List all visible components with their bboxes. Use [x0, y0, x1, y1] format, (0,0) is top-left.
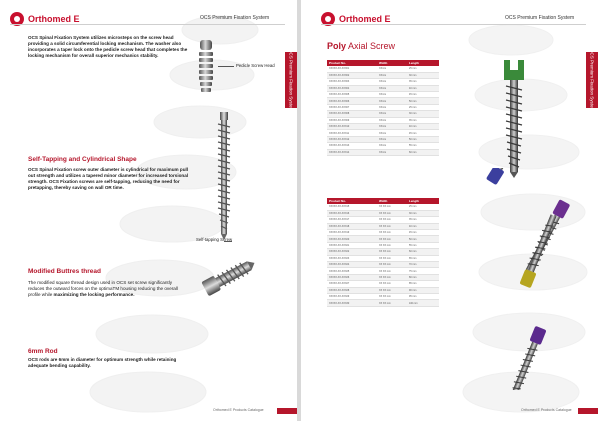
intro-paragraph: OCS Spinal Fixation System utilizes microsteps on the screw head providing a solid circumferential locking mechanism. The washer also incorporates a taper lock onto the pedicle screw head that completes the locking mechanism for overall superior mechanics stability.: [28, 35, 188, 59]
length-cell: 50 mm: [407, 236, 439, 242]
product-number-cell: XXXXX-XX-XXX03: [327, 79, 377, 85]
product-number-cell: XXXXX-XX-XXX11: [327, 130, 377, 136]
product-number-cell: XXXXX-XX-XXX29: [327, 293, 377, 299]
side-tab: OCS Premium Fixation System: [285, 52, 297, 108]
length-cell: 40 mm: [407, 85, 439, 91]
length-cell: 30 mm: [407, 111, 439, 117]
product-number-cell: XXXXX-XX-XXX04: [327, 85, 377, 91]
header-divider: [10, 24, 285, 25]
width-cell: XX XX mm: [377, 274, 407, 280]
product-number-cell: XXXXX-XX-XXX24: [327, 262, 377, 268]
length-cell: 80 mm: [407, 274, 439, 280]
self-tapping-screw-image: [215, 112, 233, 240]
column-header: Length: [407, 60, 439, 66]
length-cell: 40 mm: [407, 124, 439, 130]
side-tab: OCS Premium Fixation System: [586, 52, 598, 108]
length-cell: 45 mm: [407, 130, 439, 136]
length-cell: 45 mm: [407, 230, 439, 236]
rod-heading: 6mm Rod: [28, 348, 58, 355]
header-divider: [321, 24, 586, 25]
footer-accent-bar: [277, 408, 297, 414]
length-cell: 75 mm: [407, 268, 439, 274]
column-header: Product No.: [327, 198, 377, 204]
buttress-thread-emphasis: maximizing the locking performance.: [53, 292, 135, 298]
brand-name: Orthomed E: [28, 14, 80, 24]
header-title: OCS Premium Fixation System: [200, 15, 270, 21]
product-number-cell: XXXXX-XX-XXX13: [327, 143, 377, 149]
length-cell: 25 mm: [407, 66, 439, 72]
width-cell: XXmm: [377, 92, 407, 98]
product-number-cell: XXXXX-XX-XXX01: [327, 66, 377, 72]
buttress-thread-paragraph: [28, 280, 183, 298]
width-cell: XXmm: [377, 98, 407, 104]
width-cell: XX XX mm: [377, 223, 407, 229]
poly-axial-screw-violet: [508, 326, 547, 390]
width-cell: XX XX mm: [377, 242, 407, 248]
width-cell: XX XX mm: [377, 268, 407, 274]
table-row: [327, 300, 439, 306]
column-header: Width: [377, 198, 407, 204]
width-cell: XXmm: [377, 136, 407, 142]
product-number-cell: XXXXX-XX-XXX14: [327, 149, 377, 155]
width-cell: XX XX mm: [377, 230, 407, 236]
self-tapping-paragraph: OCS Spinal Fixation screw outer diameter is cylindrical for maximum pull out strength and utilizes a tapered minor diameter for increased torsional strength. OCS Fixation screws are self-tapping, reducing the need for pretapping, thereby saving on wall OR time.: [28, 167, 189, 191]
product-number-cell: XXXXX-XX-XXX08: [327, 111, 377, 117]
page-title: [327, 41, 395, 51]
column-header: Width: [377, 60, 407, 66]
width-cell: XXmm: [377, 124, 407, 130]
product-number-cell: XXXXX-XX-XXX12: [327, 136, 377, 142]
length-cell: 60 mm: [407, 149, 439, 155]
product-number-cell: XXXXX-XX-XXX18: [327, 223, 377, 229]
pedicle-screw-head-image: [194, 38, 218, 94]
length-cell: 45 mm: [407, 92, 439, 98]
product-number-cell: XXXXX-XX-XXX25: [327, 268, 377, 274]
product-number-cell: XXXXX-XX-XXX27: [327, 281, 377, 287]
product-number-cell: XXXXX-XX-XXX09: [327, 117, 377, 123]
product-number-cell: XXXXX-XX-XXX17: [327, 217, 377, 223]
set-screw-image: [196, 255, 260, 299]
width-cell: XX XX mm: [377, 217, 407, 223]
length-cell: 60 mm: [407, 249, 439, 255]
width-cell: XX XX mm: [377, 249, 407, 255]
length-cell: 70 mm: [407, 262, 439, 268]
width-cell: XXmm: [377, 66, 407, 72]
self-tapping-heading: Self-Tapping and Cylindrical Shape: [28, 156, 137, 163]
product-number-cell: XXXXX-XX-XXX30: [327, 300, 377, 306]
table-row: [327, 149, 439, 155]
product-number-cell: XXXXX-XX-XXX07: [327, 104, 377, 110]
footer-accent-bar: [578, 408, 598, 414]
brand-name: Orthomed E: [339, 14, 391, 24]
poly-axial-screw-green-image: [501, 58, 527, 178]
catalogue-page-right: [301, 0, 598, 421]
product-number-cell: XXXXX-XX-XXX19: [327, 230, 377, 236]
catalogue-page-left: [0, 0, 297, 421]
width-cell: XXmm: [377, 130, 407, 136]
product-number-cell: XXXXX-XX-XXX21: [327, 242, 377, 248]
length-cell: 55 mm: [407, 242, 439, 248]
width-cell: XXmm: [377, 111, 407, 117]
buttress-thread-text: The modified square thread design used in OCS set screw significantly reduces the outward forces on the optimaTM housing reducing the overall profile while: [28, 280, 178, 298]
width-cell: XX XX mm: [377, 204, 407, 210]
length-cell: 100 mm: [407, 300, 439, 306]
footer-text: Orthomed E Products Catalogue: [213, 408, 264, 412]
length-cell: 30 mm: [407, 72, 439, 78]
buttress-thread-heading: Modified Buttres thread: [28, 268, 101, 275]
poly-axial-screw-blue: [486, 168, 535, 185]
width-cell: XX XX mm: [377, 255, 407, 261]
product-number-cell: XXXXX-XX-XXX06: [327, 98, 377, 104]
self-tapping-label: Self-tapping Screw: [196, 237, 233, 242]
length-cell: 65 mm: [407, 255, 439, 261]
width-cell: XX XX mm: [377, 236, 407, 242]
header-title: OCS Premium Fixation System: [505, 15, 575, 21]
length-cell: 90 mm: [407, 287, 439, 293]
product-number-cell: XXXXX-XX-XXX22: [327, 249, 377, 255]
length-cell: 85 mm: [407, 281, 439, 287]
product-number-cell: XXXXX-XX-XXX16: [327, 210, 377, 216]
pedicle-head-label: Pedicle Screw Head: [236, 63, 275, 68]
poly-axial-spec-table-2: [327, 198, 439, 307]
product-number-cell: XXXXX-XX-XXX26: [327, 274, 377, 280]
column-header: Length: [407, 198, 439, 204]
width-cell: XX XX mm: [377, 210, 407, 216]
length-cell: 35 mm: [407, 79, 439, 85]
width-cell: XXmm: [377, 149, 407, 155]
length-cell: 50 mm: [407, 98, 439, 104]
length-cell: 95 mm: [407, 293, 439, 299]
length-cell: 35 mm: [407, 117, 439, 123]
width-cell: XXmm: [377, 117, 407, 123]
product-number-cell: XXXXX-XX-XXX28: [327, 287, 377, 293]
length-cell: 40 mm: [407, 223, 439, 229]
width-cell: XXmm: [377, 85, 407, 91]
width-cell: XX XX mm: [377, 300, 407, 306]
width-cell: XXmm: [377, 79, 407, 85]
width-cell: XXmm: [377, 72, 407, 78]
length-cell: 50 mm: [407, 136, 439, 142]
rod-paragraph: OCS rods are 6mm in diameter for optimum strength while retaining adequate bending capability.: [28, 357, 177, 369]
product-number-cell: XXXXX-XX-XXX20: [327, 236, 377, 242]
footer-text: Orthomed E Products Catalogue: [521, 408, 572, 412]
screw-head-green: [504, 60, 524, 80]
page-title-rest: Axial Screw: [346, 41, 396, 51]
page-title-highlight: Poly: [327, 41, 347, 51]
width-cell: XX XX mm: [377, 262, 407, 268]
length-cell: 55 mm: [407, 143, 439, 149]
product-number-cell: XXXXX-XX-XXX15: [327, 204, 377, 210]
product-number-cell: XXXXX-XX-XXX23: [327, 255, 377, 261]
width-cell: XX XX mm: [377, 287, 407, 293]
length-cell: 25 mm: [407, 104, 439, 110]
width-cell: XXmm: [377, 143, 407, 149]
length-cell: 35 mm: [407, 217, 439, 223]
poly-axial-screw-set-image: [469, 168, 587, 390]
length-cell: 30 mm: [407, 210, 439, 216]
width-cell: XX XX mm: [377, 281, 407, 287]
product-number-cell: XXXXX-XX-XXX05: [327, 92, 377, 98]
pedicle-head-leader: [218, 66, 234, 67]
width-cell: XX XX mm: [377, 293, 407, 299]
product-number-cell: XXXXX-XX-XXX02: [327, 72, 377, 78]
length-cell: 25 mm: [407, 204, 439, 210]
column-header: Product No.: [327, 60, 377, 66]
poly-axial-spec-table: [327, 60, 439, 156]
product-number-cell: XXXXX-XX-XXX10: [327, 124, 377, 130]
width-cell: XXmm: [377, 104, 407, 110]
